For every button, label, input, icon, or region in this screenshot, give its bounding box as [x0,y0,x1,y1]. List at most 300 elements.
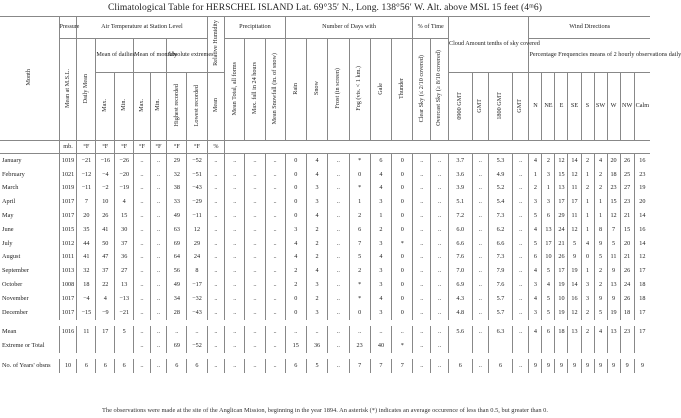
table-cell: .. [512,195,529,209]
table-cell: 38 [167,182,187,196]
table-cell: 17 [542,237,555,251]
table-cell: 3 [370,195,391,209]
table-cell: .. [207,195,225,209]
table-cell: 64 [167,251,187,265]
wind-header: Wind Directions [529,17,650,39]
table-cell: 9 [581,359,594,373]
month-label: March [0,182,59,196]
month-label: November [0,292,59,306]
table-cell: .. [328,264,349,278]
table-cell: −32 [187,292,207,306]
table-cell: 6 [370,154,391,168]
table-cell: 13 [115,278,134,292]
table-cell: −11 [187,209,207,223]
table-cell: 3.6 [448,168,472,182]
table-row [0,292,650,306]
table-cell: 21 [620,251,634,265]
table-cell: .. [285,326,306,340]
table-cell: 0 [392,195,413,209]
table-cell: 23 [607,182,620,196]
table-cell: .. [328,223,349,237]
table-cell: .. [413,339,431,353]
table-cell: 1 [581,168,594,182]
table-cell: 19 [639,184,646,192]
table-cell: .. [134,195,151,209]
table-cell: .. [512,223,529,237]
table-cell: −12 [77,168,96,182]
table-cell: −52 [187,154,207,168]
table-cell: .. [207,182,225,196]
table-cell [59,339,77,353]
table-cell: 7 [349,359,370,373]
table-cell: 1017 [59,195,77,209]
table-cell: .. [245,195,265,209]
cloud-header: Cloud Amount tenths of sky covered [448,17,528,73]
table-cell: 1015 [59,223,77,237]
table-cell: .. [134,168,151,182]
table-cell: −26 [115,154,134,168]
table-cell: 3 [581,292,594,306]
table-row [0,182,650,196]
table-cell: .. [512,292,529,306]
table-cell: 20 [607,154,620,168]
table-cell: 4 [306,154,327,168]
table-cell: 4 [529,223,542,237]
table-cell: 24 [620,278,634,292]
table-cell: 19 [555,278,568,292]
table-cell: .. [150,359,167,373]
frost-header: Frost (in screen) [328,39,349,141]
table-cell [96,339,115,353]
table-cell: 1 [581,209,594,223]
table-cell: 1 [349,195,370,209]
table-cell: 3.9 [448,182,472,196]
table-cell: .. [431,264,449,278]
table-cell: .. [431,339,449,353]
table-cell: 3 [306,182,327,196]
table-cell: .. [207,251,225,265]
table-cell: 6.9 [448,278,472,292]
table-cell: 3.7 [448,154,472,168]
table-cell: .. [431,251,449,265]
clear-sky-header: Clear Sky (≤ 2/10 covered) [413,39,431,141]
table-cell: .. [207,209,225,223]
table-cell: 44 [77,237,96,251]
table-cell: .. [150,264,167,278]
table-cell: .. [225,359,245,373]
table-cell: .. [328,292,349,306]
table-cell: 2 [594,264,607,278]
table-cell: 2 [370,223,391,237]
table-cell: 5 [306,359,327,373]
table-cell: .. [225,251,245,265]
table-cell: 36 [306,339,327,353]
table-cell: 7.0 [448,264,472,278]
table-cell: 35 [77,223,96,237]
table-cell: 0 [349,168,370,182]
table-cell: .. [225,306,245,320]
table-cell: 1017 [59,306,77,320]
table-cell: .. [265,326,285,340]
table-cell: .. [328,306,349,320]
table-cell: 30 [115,223,134,237]
table-cell: 1 [581,223,594,237]
table-cell: .. [207,278,225,292]
table-cell: .. [265,168,285,182]
table-cell: 1021 [59,168,77,182]
cloud-0900-header: 0900 GMT [448,73,472,141]
table-cell: .. [431,278,449,292]
table-cell: .. [207,237,225,251]
table-row [0,339,650,353]
table-cell: −4 [77,292,96,306]
mean-total-header: Mean Total, all forms [225,39,245,141]
wind-s-header: S [581,73,594,141]
table-cell: .. [245,339,265,353]
table-cell: 4 [529,264,542,278]
table-cell: 2 [594,278,607,292]
table-cell: 7 [607,223,620,237]
table-cell: 17 [555,195,568,209]
table-cell: .. [413,237,431,251]
table-cell: .. [413,154,431,168]
table-cell: .. [225,326,245,340]
table-cell: 9 [607,264,620,278]
table-cell: .. [472,264,489,278]
table-cell: −15 [77,306,96,320]
table-cell: .. [413,326,431,340]
table-cell: 5.7 [489,306,513,320]
table-cell: 6 [489,359,513,373]
table-cell: .. [328,359,349,373]
table-cell: .. [150,306,167,320]
table-cell: 12 [187,223,207,237]
table-cell: 5 [349,251,370,265]
table-cell: .. [328,209,349,223]
table-cell: 0 [392,306,413,320]
table-cell: 5.3 [489,154,513,168]
table-cell: .. [245,168,265,182]
table-cell: 6.0 [448,223,472,237]
table-cell: .. [265,209,285,223]
table-cell: 0 [392,278,413,292]
table-cell: 9 [607,359,620,373]
table-cell: .. [245,154,265,168]
table-cell: .. [245,209,265,223]
table-cell: 7 [370,359,391,373]
table-cell: 5 [568,237,581,251]
table-cell: .. [472,251,489,265]
table-cell: 56 [167,264,187,278]
table-cell: 5 [542,306,555,320]
table-cell: 4 [370,292,391,306]
table-cell: 22 [96,278,115,292]
table-cell: .. [150,182,167,196]
table-cell: 0 [581,251,594,265]
table-cell [568,339,581,353]
table-cell: 0 [285,168,306,182]
table-body [0,154,650,374]
table-cell: 2 [349,264,370,278]
table-cell: .. [134,339,151,353]
table-cell: .. [512,209,529,223]
table-cell: 26 [555,251,568,265]
month-label: August [0,251,59,265]
table-cell: 15 [285,339,306,353]
table-cell: 2 [581,326,594,340]
table-cell: 10 [542,251,555,265]
units-rest [225,141,650,154]
table-cell: 0 [392,209,413,223]
air-temp-header: Air Temperature at Station Level [77,17,207,39]
table-cell: .. [472,209,489,223]
abs-extremes-header: Absolute extremes [167,39,207,73]
table-cell: −21 [115,306,134,320]
table-cell: .. [150,339,167,353]
table-cell: .. [413,292,431,306]
table-cell: 69 [167,339,187,353]
table-cell: −13 [115,292,134,306]
table-cell: 2 [306,292,327,306]
table-cell: .. [245,251,265,265]
table-cell: .. [245,237,265,251]
table-cell: 2 [581,182,594,196]
table-cell: 4 [594,154,607,168]
table-cell: .. [225,182,245,196]
table-row [0,223,650,237]
table-cell: 20 [620,237,634,251]
table-cell: 11 [568,182,581,196]
table-cell: .. [150,223,167,237]
table-cell: 4 [370,251,391,265]
table-cell: 3 [306,195,327,209]
table-cell: .. [134,278,151,292]
table-cell: 32 [77,264,96,278]
table-cell: 18 [77,278,96,292]
table-cell: .. [265,223,285,237]
table-cell: .. [413,264,431,278]
table-cell: .. [431,359,449,373]
table-cell: .. [472,359,489,373]
table-cell: 2 [285,264,306,278]
table-row [0,237,650,251]
table-cell: .. [328,326,349,340]
table-cell: 19 [568,264,581,278]
table-cell: 6 [115,359,134,373]
table-cell: 6.2 [489,223,513,237]
table-cell [115,339,134,353]
min-d-header: Min. [115,73,134,141]
table-cell: .. [150,168,167,182]
table-cell: * [349,182,370,196]
table-cell: 1 [542,182,555,196]
table-cell: 12 [568,306,581,320]
unit-cell: °F [96,141,115,154]
table-cell: .. [150,195,167,209]
wind-calm-header: Calm [634,73,650,141]
table-cell: .. [413,359,431,373]
table-cell [489,339,513,353]
table-cell: 2 [306,251,327,265]
footnote: The observations were made at the site of the Anglican Mission, beginning in the year 1894. An asterisk (*) indicates an average occurence of less than 0.5, but greater than 0. [102,407,548,414]
table-cell: −21 [77,154,96,168]
table-cell: .. [134,292,151,306]
overcast-header: Overcast Sky (≥ 8/10 covered) [431,39,449,141]
cloud-x2-header: GMT [512,73,529,141]
table-cell: 26 [96,209,115,223]
table-cell: .. [431,168,449,182]
table-row [0,306,650,320]
table-cell: 2 [306,237,327,251]
table-cell: 1012 [59,237,77,251]
table-cell: −9 [96,306,115,320]
min-m-header: Min. [150,73,167,141]
units-month [0,141,59,154]
table-cell: * [349,292,370,306]
table-cell: 26 [620,264,634,278]
table-cell: 1 [370,209,391,223]
lowest-header: Lowest recorded [187,73,207,141]
table-row [0,359,650,373]
table-cell: .. [134,154,151,168]
table-cell: 8 [187,264,207,278]
table-cell: 5 [594,306,607,320]
table-cell: 3 [306,278,327,292]
table-cell: 9 [594,237,607,251]
month-label: February [0,168,59,182]
table-cell: 2 [594,182,607,196]
table-cell: .. [328,154,349,168]
table-cell: .. [150,278,167,292]
month-label: September [0,264,59,278]
table-cell: 6.6 [448,237,472,251]
table-cell: 3 [529,306,542,320]
table-cell: 14 [639,239,646,247]
table-cell: 0 [392,154,413,168]
table-cell: 13 [607,326,620,340]
table-cell: 26 [620,292,634,306]
precip-header: Precipitation [225,17,285,39]
unit-cell: % [207,141,225,154]
table-cell: .. [431,182,449,196]
table-cell: 24 [187,251,207,265]
table-cell: 23 [620,195,634,209]
table-cell: −4 [96,168,115,182]
table-cell: 1 [594,209,607,223]
table-cell: .. [265,264,285,278]
table-cell: 0 [285,209,306,223]
table-cell: 4 [370,182,391,196]
table-cell: 5 [529,209,542,223]
table-cell: 11 [568,209,581,223]
table-cell: .. [328,195,349,209]
table-cell: 20 [77,209,96,223]
table-cell: 0 [392,251,413,265]
table-cell: 10 [59,359,77,373]
table-cell: 17 [639,308,646,316]
table-cell: .. [225,278,245,292]
table-cell: 29 [167,154,187,168]
table-cell: 5.2 [489,182,513,196]
table-cell: 11 [77,326,96,340]
table-cell: 0 [392,292,413,306]
table-cell: 41 [77,251,96,265]
table-cell: .. [512,168,529,182]
table-cell: .. [472,237,489,251]
table-cell: .. [265,339,285,353]
table-cell: 3 [370,306,391,320]
table-cell: .. [265,237,285,251]
table-row [0,154,650,168]
table-cell: 5 [542,264,555,278]
mean-monthlies-header: Mean of monthly [134,39,167,73]
table-cell: .. [472,278,489,292]
table-cell: 6 [167,359,187,373]
table-cell: .. [150,251,167,265]
table-cell: .. [512,326,529,340]
table-cell: 9 [640,362,644,370]
table-cell: 32 [167,168,187,182]
table-cell: 21 [620,209,634,223]
table-cell: 3 [370,237,391,251]
month-label: Extreme or Total [0,339,59,353]
table-cell: .. [225,223,245,237]
table-cell: .. [134,237,151,251]
table-cell: .. [431,237,449,251]
table-cell: 0 [392,223,413,237]
table-cell: .. [472,154,489,168]
table-cell: .. [150,154,167,168]
table-cell: 1016 [59,326,77,340]
table-cell: 14 [568,278,581,292]
table-cell: .. [328,251,349,265]
max-fall-header: Max. fall in 24 hours [245,39,265,141]
table-cell: 9 [529,359,542,373]
table-cell: 2 [581,154,594,168]
table-cell: 37 [96,264,115,278]
table-cell: 4 [306,209,327,223]
table-cell [542,339,555,353]
table-cell: 1 [594,195,607,209]
table-cell: .. [431,195,449,209]
table-cell: 15 [620,223,634,237]
table-cell: 9 [568,251,581,265]
table-cell: 0 [392,264,413,278]
table-cell: .. [245,306,265,320]
table-cell: 25 [620,168,634,182]
table-cell: * [349,278,370,292]
table-cell: .. [150,209,167,223]
wind-se-header: SE [568,73,581,141]
table-cell: 6 [285,359,306,373]
table-cell: .. [472,195,489,209]
table-cell: .. [328,237,349,251]
table-cell: 13 [607,278,620,292]
table-cell: 47 [96,251,115,265]
table-cell: .. [245,223,265,237]
table-cell: 16 [639,156,646,164]
table-cell: .. [207,326,225,340]
table-cell: 1 [529,168,542,182]
table-cell: 6 [77,359,96,373]
table-cell [620,339,634,353]
table-cell: 4 [529,292,542,306]
daily-mean-header: Daily Mean [77,39,96,141]
unit-cell: mb. [59,141,77,154]
table-cell: 18 [555,326,568,340]
table-cell: .. [265,251,285,265]
table-cell: 6 [529,251,542,265]
